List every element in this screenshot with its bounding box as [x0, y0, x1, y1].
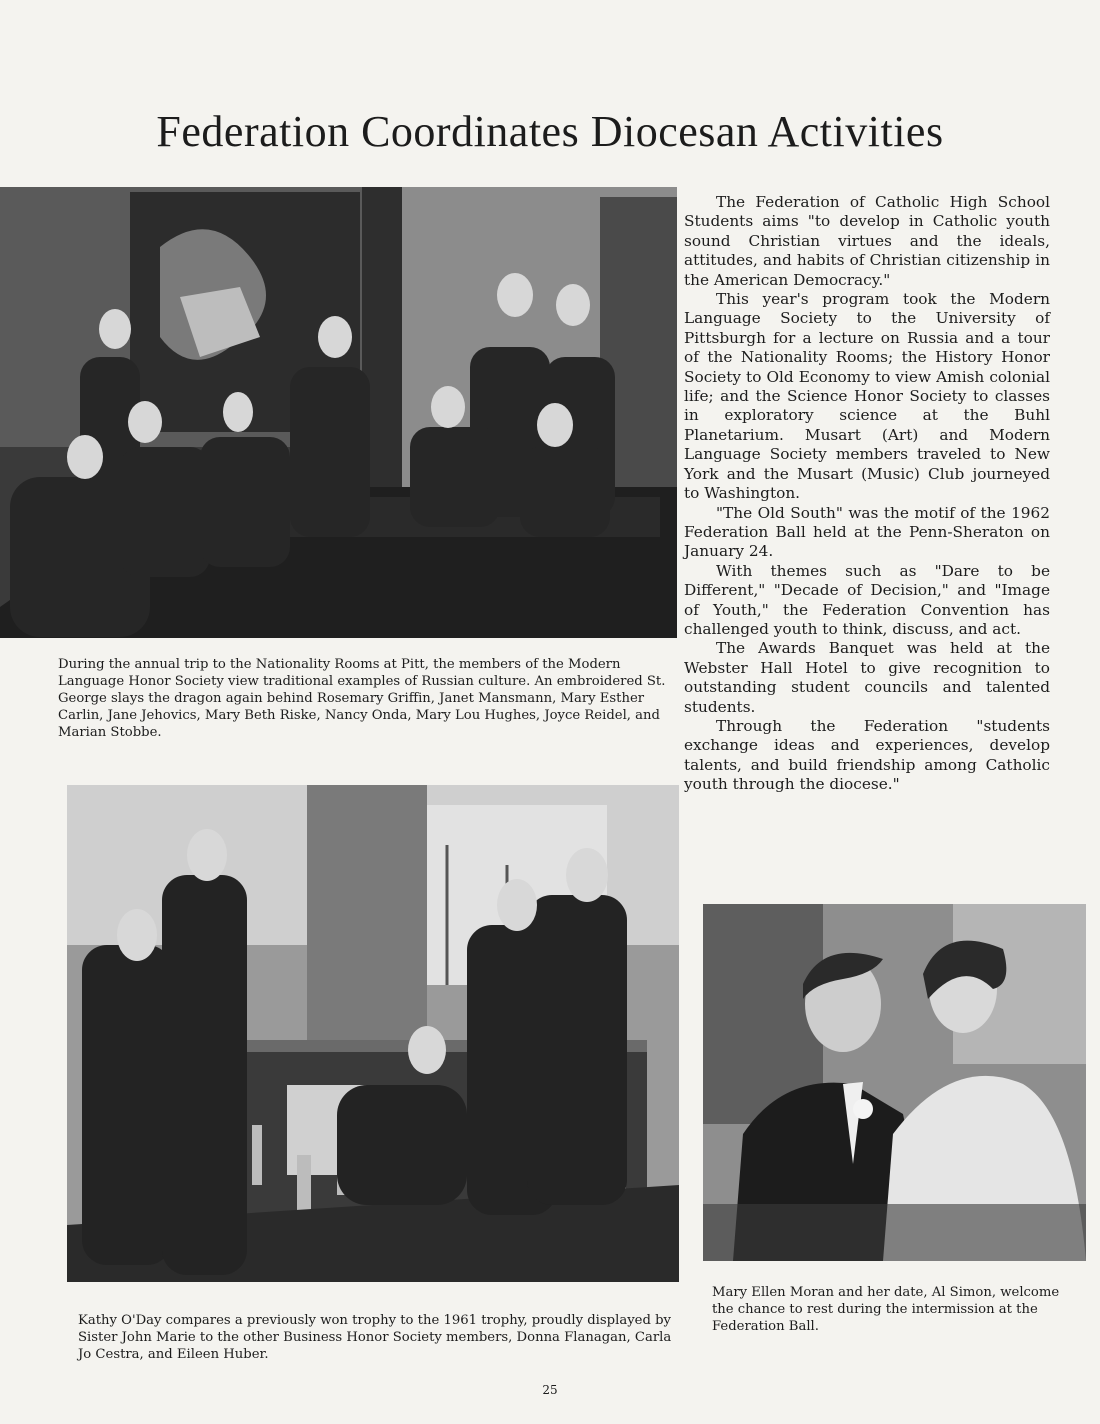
article-paragraph: "The Old South" was the motif of the 1962 Federation Ball held at the Penn-Sheraton on January 24.	[684, 503, 1050, 561]
photo-federation-ball-image	[703, 904, 1086, 1261]
photo-nationality-rooms-caption: During the annual trip to the Nationality Rooms at Pitt, the members of the Modern Language Honor Society view traditional examples of Russian culture. An embroidered St. George slays the dragon again behind Rosemary Griffin, Janet Mansmann, Mary Esther Carlin, Jane Jehovics, Mary Beth Riske, Nancy Onda, Mary Lou Hughes, Joyce Reidel, and Marian Stobbe.	[58, 657, 666, 740]
photo-trophy	[67, 785, 679, 1282]
article-paragraph: The Federation of Catholic High School Students aims "to develop in Catholic youth sound Christian virtues and the ideals, attitudes, and habits of Christian citizenship in the American Democracy."	[684, 193, 1050, 289]
article-paragraph: The Awards Banquet was held at the Webster Hall Hotel to give recognition to outstanding student councils and talented students.	[684, 639, 1050, 716]
photo-nationality-rooms-image	[0, 187, 677, 638]
page-title: Federation Coordinates Diocesan Activities	[156, 107, 944, 156]
page-number: 25	[542, 1383, 558, 1397]
article-body	[684, 193, 1050, 795]
photo-federation-ball	[703, 904, 1086, 1261]
photo-trophy-image	[67, 785, 679, 1282]
article-paragraph: With themes such as "Dare to be Different," "Decade of Decision," and "Image of Youth," the Federation Convention has challenged youth to think, discuss, and act.	[684, 561, 1050, 638]
article-paragraph: This year's program took the Modern Language Society to the University of Pittsburgh for a lecture on Russia and a tour of the Nationality Rooms; the History Honor Society to Old Economy to view Amish colonial life; and the Science Honor Society to classes in exploratory science at the Buhl Planetarium. Musart (Art) and Modern Language Society members traveled to New York and the Musart (Music) Club journeyed to Washington.	[684, 290, 1050, 503]
photo-federation-ball-caption: Mary Ellen Moran and her date, Al Simon, welcome the chance to rest during the intermission at the Federation Ball.	[712, 1285, 1060, 1334]
photo-trophy-caption: Kathy O'Day compares a previously won trophy to the 1961 trophy, proudly displayed by Sister John Marie to the other Business Honor Society members, Donna Flanagan, Carla Jo Cestra, and Eileen Huber.	[78, 1313, 672, 1362]
article-paragraph: Through the Federation "students exchange ideas and experiences, develop talents, and build friendship among Catholic youth through the diocese."	[684, 716, 1050, 794]
photo-nationality-rooms	[0, 187, 677, 638]
